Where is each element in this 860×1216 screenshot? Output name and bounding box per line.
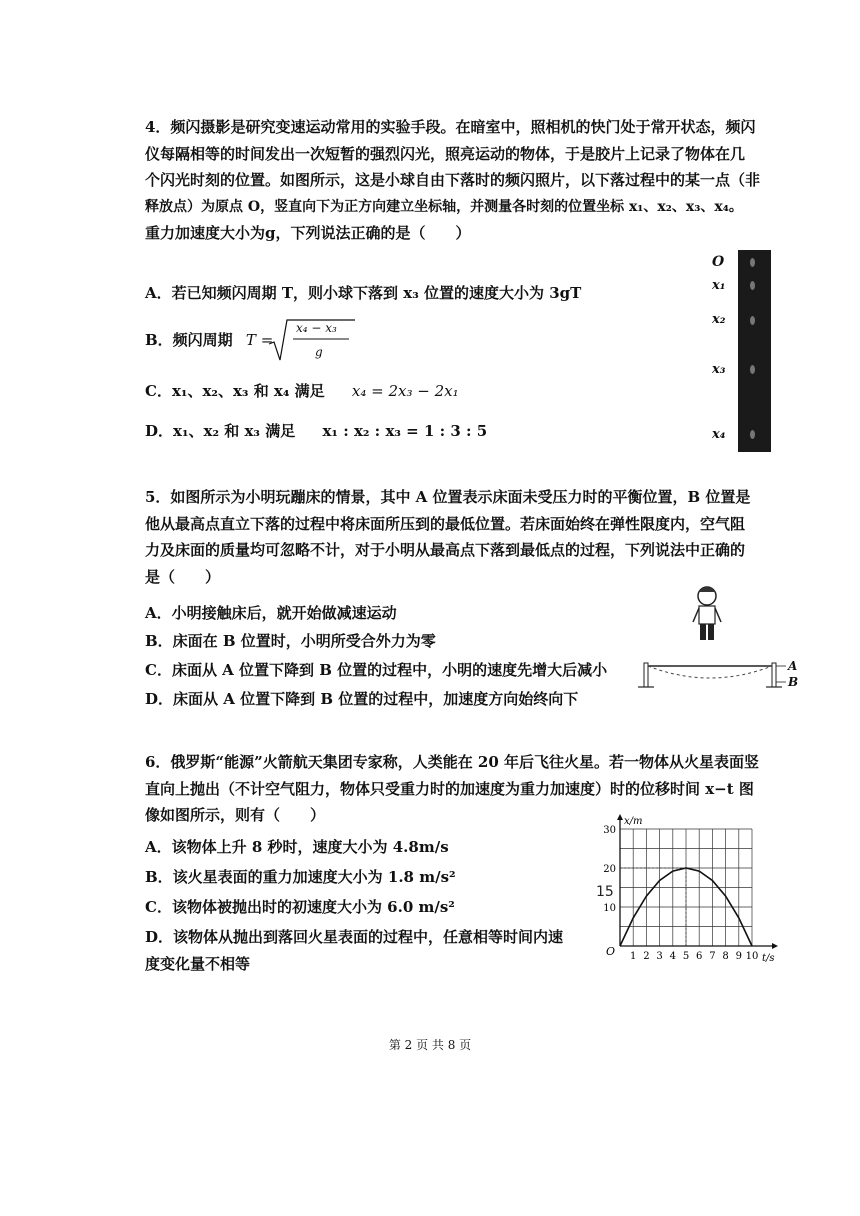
chart-ticks [603, 825, 758, 962]
q5-stem-line: 力及床面的质量均可忽略不计，对于小明从最高点下落到最低点的过程，下列说法中正确的 [145, 541, 746, 559]
q6-option-d-line2: 度变化量不相等 [145, 955, 251, 973]
ball-image [750, 316, 755, 325]
q6-option-c: C．该物体被抛出时的初速度大小为 6.0 m/s² [145, 898, 455, 916]
q4-option-c [145, 381, 459, 401]
q4-option-b-numerator: x₄ − x₃ [296, 321, 337, 335]
q5-option-a: A．小明接触床后，就开始做减速运动 [145, 604, 397, 622]
trampoline-figure [630, 578, 800, 696]
q4-option-b-label: B．频闪周期 [145, 331, 233, 349]
q6-option-a: A．该物体上升 8 秒时，速度大小为 4.8m/s [145, 838, 449, 856]
q6-option-b: B．该火星表面的重力加速度大小为 1.8 m/s² [145, 868, 456, 886]
q6-stem-line: 像如图所示，则有（ ） [145, 806, 326, 824]
q4-stem-line: 释放点）为原点 O，竖直向下为正方向建立坐标轴，并测量各时刻的位置坐标 x₁、x₂、x₃、x₄。 [145, 198, 743, 215]
ball-image [750, 365, 755, 374]
x-tick-label: 3 [656, 951, 663, 962]
q5-stem-line: 是（ ） [145, 567, 221, 586]
x-tick-label: 1 [630, 951, 637, 962]
strobe-photo [738, 250, 771, 452]
trampoline-label-a: A [788, 659, 798, 673]
x-tick-label: 10 [745, 951, 759, 962]
q5-option-c: C．床面从 A 位置下降到 B 位置的过程中，小明的速度先增大后减小 [145, 661, 608, 679]
q4-option-a: A．若已知频闪周期 T，则小球下落到 x₃ 位置的速度大小为 3gT [145, 284, 582, 302]
page-footer: 第 2 页 共 8 页 [388, 1038, 472, 1052]
q4-option-c-formula: x₄ = 2x₃ − 2x₁ [351, 382, 459, 400]
q4-stem-line: 个闪光时刻的位置。如图所示，这是小球自由下落时的频闪照片，以下落过程中的某一点（非 [145, 171, 761, 189]
photo-label-origin: O [712, 254, 725, 270]
q5-stem-line: 5．如图所示为小明玩蹦床的情景，其中 A 位置表示床面未受压力时的平衡位置，B 位置是 [145, 488, 751, 506]
photo-label-x1: x₁ [712, 278, 726, 293]
q6-option-d-line1: D．该物体从抛出到落回火星表面的过程中，任意相等时间内速 [145, 928, 564, 946]
q4-option-c-label: C．x₁、x₂、x₃ 和 x₄ 满足 [145, 382, 325, 400]
ball-image [750, 281, 755, 290]
q6-stem-line: 6．俄罗斯“能源”火箭航天集团专家称，人类能在 20 年后飞往火星。若一物体从火星表面竖 [145, 753, 760, 771]
boy-figure [693, 587, 721, 640]
q4-option-d [145, 421, 487, 441]
x-tick-label: 4 [669, 951, 676, 962]
y-tick-label: 10 [603, 903, 616, 914]
ball-image [750, 258, 755, 267]
photo-label-x3: x₃ [712, 362, 726, 377]
q4-stem [145, 114, 785, 247]
q4-option-b [145, 321, 337, 359]
chart-ylabel: x/m [624, 816, 643, 827]
x-tick-label: 2 [643, 951, 650, 962]
q5-option-d: D．床面从 A 位置下降到 B 位置的过程中，加速度方向始终向下 [145, 690, 579, 708]
q4-option-b-denominator: g [315, 345, 323, 359]
q4-stem-line: 4．频闪摄影是研究变速运动常用的实验手段。在暗室中，照相机的快门处于常开状态，频闪 [145, 118, 756, 136]
q6-stem-line: 直向上抛出（不计空气阻力，物体只受重力时的加速度为重力加速度）时的位移时间 x−t 图 [145, 779, 754, 798]
q5-option-b: B．床面在 B 位置时，小明所受合外力为零 [145, 632, 436, 650]
q4-option-b-t: T = [245, 331, 274, 349]
chart-axes [617, 814, 778, 949]
x-tick-label: 5 [682, 951, 690, 962]
x-tick-label: 7 [709, 951, 716, 962]
chart-xlabel: t/s [762, 953, 775, 964]
x-tick-label: 8 [722, 951, 729, 962]
q4-stem-line: 仪每隔相等的时间发出一次短暂的强烈闪光，照亮运动的物体，于是胶片上记录了物体在几 [145, 144, 746, 163]
q4-stem-line: 重力加速度大小为g，下列说法正确的是（ ） [145, 224, 471, 242]
chart-origin: O [606, 945, 616, 958]
handwritten-mark: 15 [596, 884, 614, 900]
q5-stem [145, 484, 785, 590]
q5-stem-line: 他从最高点直立下落的过程中将床面所压到的最低位置。若床面始终在弹性限度内，空气阻 [145, 514, 746, 533]
y-tick-label: 30 [603, 825, 616, 836]
photo-label-x2: x₂ [712, 312, 726, 327]
q4-option-d-formula: x₁ : x₂ : x₃ = 1 : 3 : 5 [322, 422, 488, 440]
xt-graph [590, 812, 790, 972]
x-tick-label: 6 [696, 951, 703, 962]
photo-label-x4: x₄ [712, 427, 726, 442]
x-tick-label: 9 [735, 951, 742, 962]
trampoline-label-b: B [788, 675, 799, 689]
ball-image [750, 430, 755, 439]
q4-option-d-label: D．x₁、x₂ 和 x₃ 满足 [145, 422, 296, 440]
y-tick-label: 20 [603, 864, 616, 875]
